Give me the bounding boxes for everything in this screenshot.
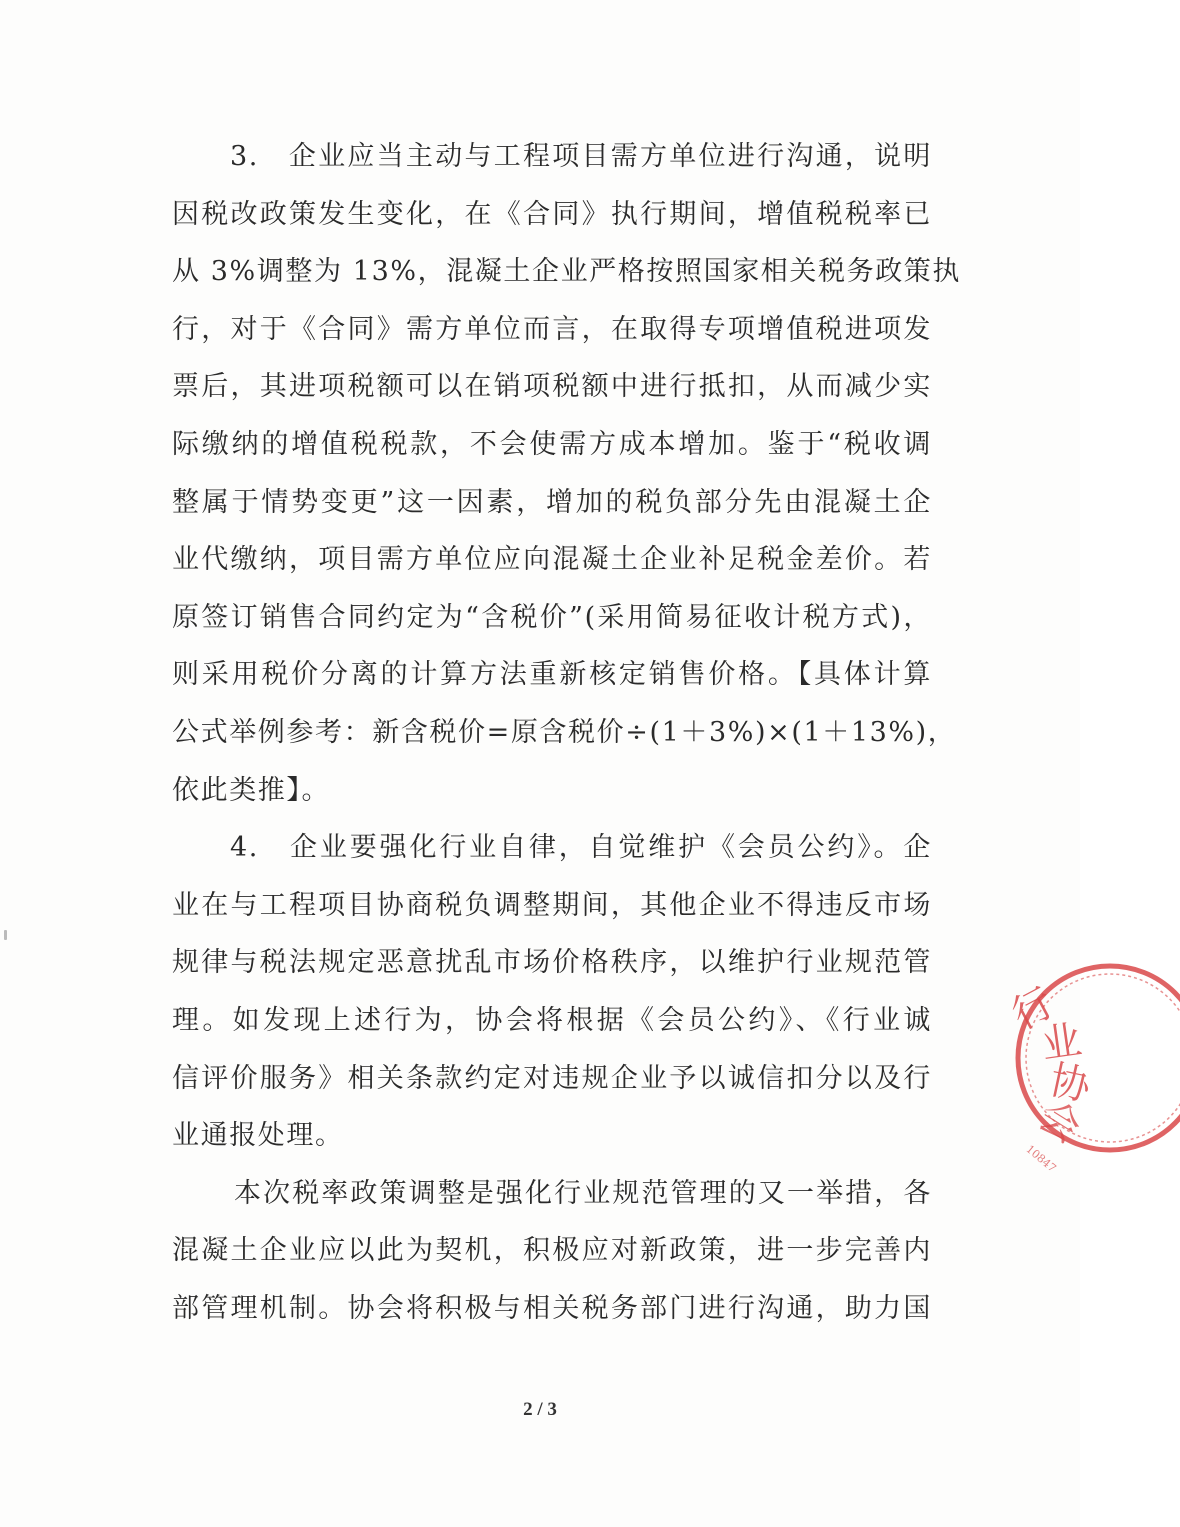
body-text <box>172 128 962 1337</box>
paragraph-3-line: 业代缴纳，项目需方单位应向混凝土企业补足税金差价。若 <box>172 544 932 576</box>
paragraph-3-line: 因税改政策发生变化，在《合同》执行期间，增值税税率已 <box>172 198 932 230</box>
paragraph-3-last-line: 依此类推】。 <box>172 774 331 806</box>
formula-line: 公式举例参考：新含税价=原含税价÷(1＋3%)×(1＋13%)， <box>172 716 957 748</box>
paragraph-5-line: 部管理机制。协会将积极与相关税务部门进行沟通，助力国 <box>172 1292 932 1324</box>
svg-text:行: 行 <box>1004 979 1062 1039</box>
svg-text:业: 业 <box>1038 1017 1085 1069</box>
paragraph-4-line: 4. 企业要强化行业自律，自觉维护《会员公约》。企 <box>230 832 932 864</box>
paragraph-3-line: 原签订销售合同约定为“含税价”(采用简易征收计税方式)， <box>172 601 932 633</box>
paragraph-3-line: 3. 企业应当主动与工程项目需方单位进行沟通，说明 <box>230 141 932 172</box>
paragraph-3-line: 从 3%调整为 13%，混凝土企业严格按照国家相关税务政策执 <box>172 256 962 288</box>
page-number: 2 / 3 <box>523 1399 557 1420</box>
paragraph-3-line: 则采用税价分离的计算方法重新核定销售价格。【具体计算 <box>172 659 932 691</box>
paragraph-3-line: 行，对于《合同》需方单位而言，在取得专项增值税进项发 <box>172 313 932 345</box>
paragraph-4-line: 业在与工程项目协商税负调整期间，其他企业不得违反市场 <box>172 889 932 921</box>
paragraph-4-line: 规律与税法规定恶意扰乱市场价格秩序，以维护行业规范管 <box>172 947 932 979</box>
paragraph-4-line: 理。如发现上述行为，协会将根据《会员公约》、《行业诚 <box>172 1004 932 1036</box>
scan-edge-mark <box>4 930 7 940</box>
paragraph-3-line: 际缴纳的增值税税款，不会使需方成本增加。鉴于“税收调 <box>172 428 932 460</box>
svg-text:10847: 10847 <box>1023 1142 1059 1175</box>
paragraph-5-line: 混凝土企业应以此为契机，积极应对新政策，进一步完善内 <box>172 1235 932 1267</box>
paragraph-4-line: 信评价服务》相关条款约定对违规企业予以诚信扣分以及行 <box>172 1062 932 1094</box>
svg-text:协: 协 <box>1045 1057 1095 1111</box>
paragraph-5-line: 本次税率政策调整是强化行业规范管理的又一举措，各 <box>234 1177 932 1209</box>
svg-text:会: 会 <box>1030 1092 1089 1153</box>
official-seal-stamp <box>1000 958 1180 1175</box>
paragraph-3-line: 整属于情势变更”这一因素，增加的税负部分先由混凝土企 <box>172 486 932 518</box>
paragraph-3-line: 票后，其进项税额可以在销项税额中进行抵扣，从而减少实 <box>172 371 932 403</box>
paragraph-4-last-line: 业通报处理。 <box>172 1120 344 1152</box>
